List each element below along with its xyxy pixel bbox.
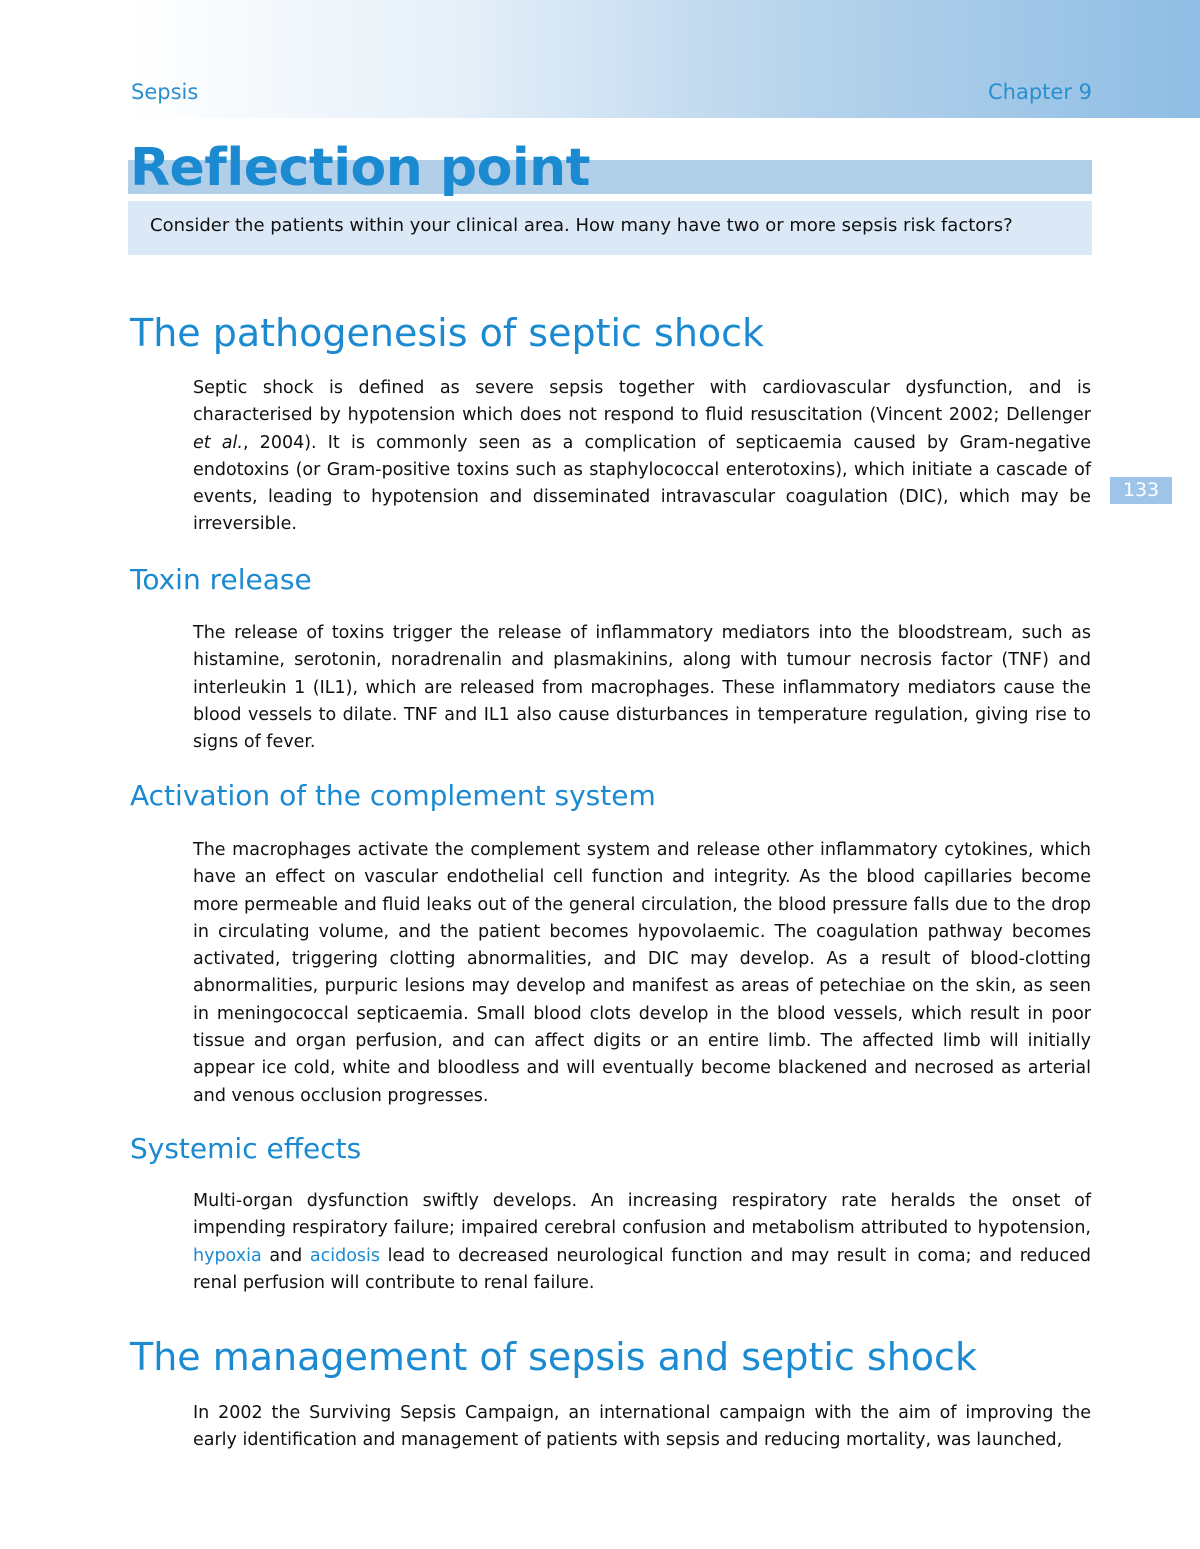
paragraph-systemic-effects: Multi-organ dysfunction swiftly develops. An increasing respiratory rate heralds the onset of impending respiratory failure; impaired cerebral confusion and metabolism attributed to hypotension, hypoxia and acidosis lead to decreased neurological function and may result in coma; and reduced renal perfusion will contribute to renal failure. [193,1191,1091,1293]
heading-toxin-release: Toxin release [130,563,312,596]
page-number: 133 [1110,477,1172,504]
heading-systemic-effects: Systemic effects [130,1132,362,1165]
reflection-title: Reflection point [130,138,591,198]
running-head-chapter: Chapter 9 [988,80,1092,104]
paragraph-toxin-release: The release of toxins trigger the release of inflammatory mediators into the bloodstream, such as histamine, serotonin, noradrenalin and plasmakinins, along with tumour necrosis factor (TNF) and interleukin 1 (IL1), which are released from macrophages. These inflammatory mediators cause the blood vessels to dilate. TNF and IL1 also cause disturbances in temperature regulation, giving rise to signs of fever. [193,623,1091,753]
citation-et-al: et al. [193,432,243,453]
term-hypoxia: hypoxia [193,1245,262,1266]
heading-pathogenesis: The pathogenesis of septic shock [130,311,765,355]
paragraph-management: In 2002 the Surviving Sepsis Campaign, an international campaign with the aim of improving the early identification and management of patients with sepsis and reducing mortality, was launched, [193,1403,1091,1451]
heading-complement: Activation of the complement system [130,779,656,812]
heading-management: The management of sepsis and septic shock [130,1335,977,1379]
running-head-section: Sepsis [131,80,199,104]
paragraph-complement: The macrophages activate the complement system and release other inflammatory cytokines, which have an effect on vascular endothelial cell function and integrity. As the blood capillaries become more permeable and fluid leaks out of the general circulation, the blood pressure falls due to the drop in circulating volume, and the patient becomes hypovolaemic. The coagulation pathway becomes activated, triggering clotting abnormalities, and DIC may develop. As a result of blood-clotting abnormalities, purpuric lesions may develop and manifest as areas of petechiae on the skin, as seen in meningococcal septicaemia. Small blood clots develop in the blood vessels, which result in poor tissue and organ perfusion, and can affect digits or an entire limb. The affected limb will initially appear ice cold, white and bloodless and will eventually become blackened and necrosed as arterial and venous occlusion progresses. [193,840,1091,1106]
reflection-question: Consider the patients within your clinical area. How many have two or more sepsis risk factors? [150,215,1013,236]
term-acidosis: acidosis [309,1245,381,1266]
paragraph-pathogenesis: Septic shock is defined as severe sepsis together with cardiovascular dysfunction, and is characterised by hypotension which does not respond to fluid resuscitation (Vincent 2002; Dellenger et al., 2004). It is commonly seen as a complication of septicaemia caused by Gram-negative endotoxins (or Gram-positive toxins such as staphylococcal enterotoxins), which initiate a cascade of events, leading to hypotension and disseminated intravascular coagulation (DIC), which may be irreversible. [193,378,1092,535]
